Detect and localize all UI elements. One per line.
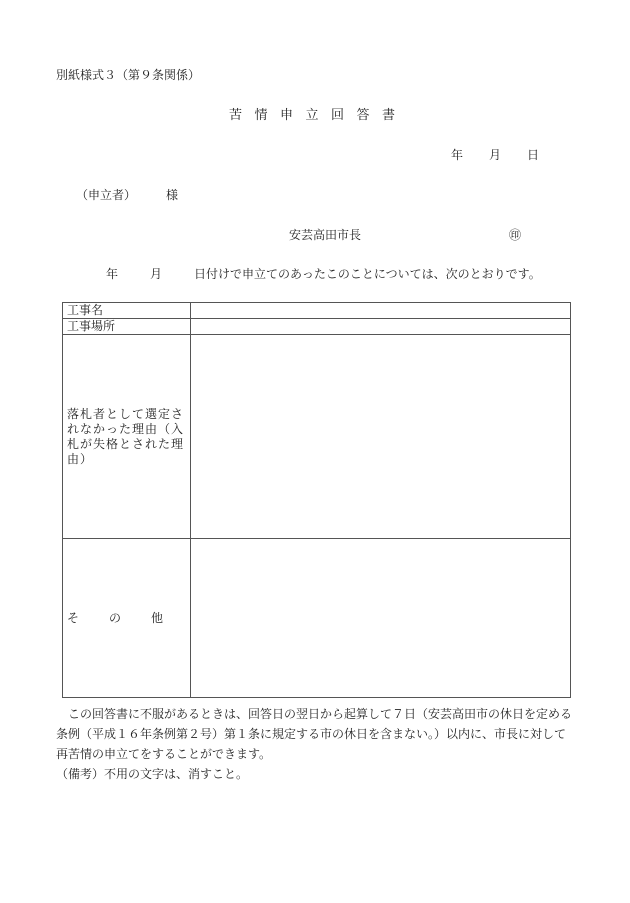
table-row-reason [63,335,571,539]
response-table [62,302,571,698]
appeal-notice: この回答書に不服があるときは、回答日の翌日から起算して７日（安芸高田市の休日を定める条例（平成１６年条例第２号）第１条に規定する市の休日を含まない。）以内に、市長に対して再苦情の申立てをすることができます。 [56,707,573,761]
notice-section [56,704,576,784]
reason-field[interactable] [191,335,571,539]
form-reference: 別紙様式３（第９条関係） [56,68,201,82]
applicant-honorific: 様 [166,188,179,202]
applicant-label: （申立者） [76,188,137,202]
project-location-field[interactable] [191,319,571,335]
date-month-label: 月 [489,148,502,162]
intro-year-label: 年 [106,267,119,281]
seal-icon: ㊞ [509,228,522,242]
document-title: 苦情申立回答書 [229,108,408,123]
table-row-other [63,539,571,698]
date-day-label: 日 [527,148,540,162]
intro-text: 日付けで申立てのあったこのことについては、次のとおりです。 [194,267,541,281]
remarks: （備考）不用の文字は、消すこと。 [56,767,249,781]
project-name-field[interactable] [191,303,571,319]
applicant-line [76,186,178,203]
other-label [63,539,191,698]
other-label-part: そ [67,610,80,625]
table-row-project-location [63,319,571,335]
other-field[interactable] [191,539,571,698]
other-label-part: の [109,610,122,625]
intro-sentence [106,265,541,282]
intro-month-label: 月 [150,267,163,281]
date-year-label: 年 [451,148,464,162]
project-location-label: 工事場所 [63,319,191,335]
reason-label: 落札者として選定されなかった理由（入札が失格とされた理由） [63,335,191,539]
date-line [451,146,539,163]
other-label-part: 他 [151,610,164,625]
project-name-label: 工事名 [63,303,191,319]
issuer-name: 安芸高田市長 [289,228,362,242]
table-row-project-name [63,303,571,319]
